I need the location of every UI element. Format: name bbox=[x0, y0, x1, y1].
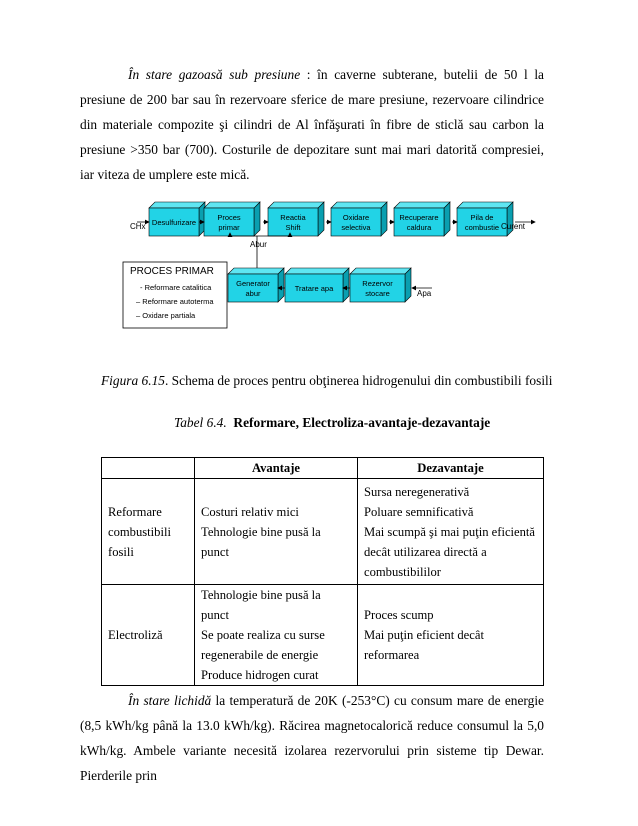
process-block bbox=[331, 202, 387, 236]
paragraph-body: la temperatură de 20K (-253°C) cu consum mare de energie (8,5 kWh/kg până la 13.0 kWh/kg). Răcirea magnetocalorică reduce consumul la 5,0 kWh/kg. Ambele variante necesită izolarea rezervorului prin sisteme tip Dewar. Pierderile prin bbox=[80, 693, 545, 783]
water-label: Apa bbox=[417, 289, 432, 298]
process-block bbox=[394, 202, 450, 236]
figure-caption-label: Figura 6.15 bbox=[101, 373, 165, 388]
table-header-cell: Avantaje bbox=[195, 458, 358, 479]
table-header-row bbox=[102, 458, 544, 479]
support-block-label: stocare bbox=[365, 289, 390, 298]
process-block-label: Pila de bbox=[470, 213, 494, 222]
advantages-table bbox=[101, 457, 544, 686]
advantages-cell bbox=[195, 479, 358, 585]
table-header-cell: Dezavantaje bbox=[358, 458, 544, 479]
legend-item: - Reformare catalitica bbox=[140, 283, 212, 292]
legend-item: – Oxidare partiala bbox=[136, 311, 196, 320]
row-name-line: Reformare bbox=[108, 504, 162, 519]
row-name-line: combustibili bbox=[108, 524, 171, 539]
support-block-label: abur bbox=[245, 289, 261, 298]
figure-caption-text: . Schema de proces pentru obţinerea hidrogenului din combustibili fosili bbox=[164, 373, 553, 388]
support-block bbox=[350, 268, 411, 302]
process-block-label: Recuperare bbox=[399, 213, 439, 222]
disadvantage-item: Mai scumpă şi mai puţin eficientă bbox=[364, 524, 536, 539]
table-row bbox=[102, 585, 544, 686]
process-block-label: selectiva bbox=[341, 223, 371, 232]
process-block-label: Desulfurizare bbox=[151, 218, 197, 227]
advantage-item: Se poate realiza cu surse bbox=[201, 628, 325, 642]
process-block-label: combustie bbox=[464, 223, 500, 232]
disadvantage-item: combustibililor bbox=[364, 564, 441, 579]
legend-item: – Reformare autoterma bbox=[136, 297, 214, 306]
process-block bbox=[149, 202, 205, 236]
row-name-line: fosili bbox=[108, 544, 134, 559]
process-block-label: Oxidare bbox=[342, 213, 370, 222]
disadvantage-item: decât utilizarea directă a bbox=[364, 544, 487, 559]
advantage-item: Tehnologie bine pusă la punct bbox=[201, 524, 321, 559]
support-block bbox=[228, 268, 284, 302]
output-label: Curent bbox=[501, 222, 526, 231]
disadvantage-item: Proces scump bbox=[364, 608, 434, 622]
process-block-label: caldura bbox=[406, 223, 432, 232]
steam-label: Abur bbox=[250, 240, 267, 249]
legend-title: PROCES PRIMAR bbox=[130, 266, 214, 277]
advantage-item: regenerabile de energie bbox=[201, 648, 319, 662]
advantage-item: Costuri relativ mici bbox=[201, 504, 299, 519]
disadvantages-cell bbox=[358, 585, 544, 686]
row-name-cell bbox=[102, 479, 195, 585]
process-block bbox=[268, 202, 324, 236]
table-caption-label: Tabel 6.4. bbox=[174, 415, 227, 430]
process-block-label: Shift bbox=[285, 223, 301, 232]
paragraph-liquid-storage bbox=[80, 688, 544, 788]
row-name-cell bbox=[102, 585, 195, 686]
table-row bbox=[102, 479, 544, 585]
support-block-label: Rezervor bbox=[362, 279, 393, 288]
support-block-label: Tratare apa bbox=[294, 284, 334, 293]
advantage-item: Tehnologie bine pusă la punct bbox=[201, 588, 321, 622]
input-label: CHx bbox=[130, 222, 146, 231]
disadvantage-item: Poluare semnificativă bbox=[364, 504, 474, 519]
disadvantage-item: Mai puţin eficient decât bbox=[364, 628, 484, 642]
process-block bbox=[204, 202, 260, 236]
paragraph-body: : în caverne subterane, butelii de 50 l la presiune de 200 bar sau în rezervoare sferice de mare presiune, rezervoare cilindrice din materiale compozite şi cilindri de Al înfăşurati în fibre de sticlă sau carbon la presiune >350 bar (700). Costurile de depozitare sunt mai mari datorită compresiei, iar viteza de umplere este mică. bbox=[80, 67, 544, 182]
table-caption bbox=[174, 415, 490, 431]
disadvantage-item: reformarea bbox=[364, 648, 420, 662]
table-header-cell bbox=[102, 458, 195, 479]
support-block bbox=[285, 268, 349, 302]
advantage-item: Produce hidrogen curat bbox=[201, 668, 319, 682]
disadvantages-cell bbox=[358, 479, 544, 585]
process-block-label: Proces bbox=[217, 213, 241, 222]
paragraph-lead-italic: În stare lichidă bbox=[128, 693, 212, 708]
row-name-line: Electroliză bbox=[108, 628, 163, 642]
table-caption-title: Reformare, Electroliza-avantaje-dezavantaje bbox=[233, 415, 491, 430]
disadvantage-item: Sursa neregenerativă bbox=[364, 484, 470, 499]
process-block-label: primar bbox=[218, 223, 240, 232]
process-block-label: Reactia bbox=[280, 213, 306, 222]
figure-caption bbox=[101, 373, 552, 389]
process-diagram bbox=[0, 0, 638, 340]
support-block-label: Generator bbox=[236, 279, 270, 288]
paragraph-lead-italic: În stare gazoasă sub presiune bbox=[128, 67, 301, 82]
advantages-cell bbox=[195, 585, 358, 686]
